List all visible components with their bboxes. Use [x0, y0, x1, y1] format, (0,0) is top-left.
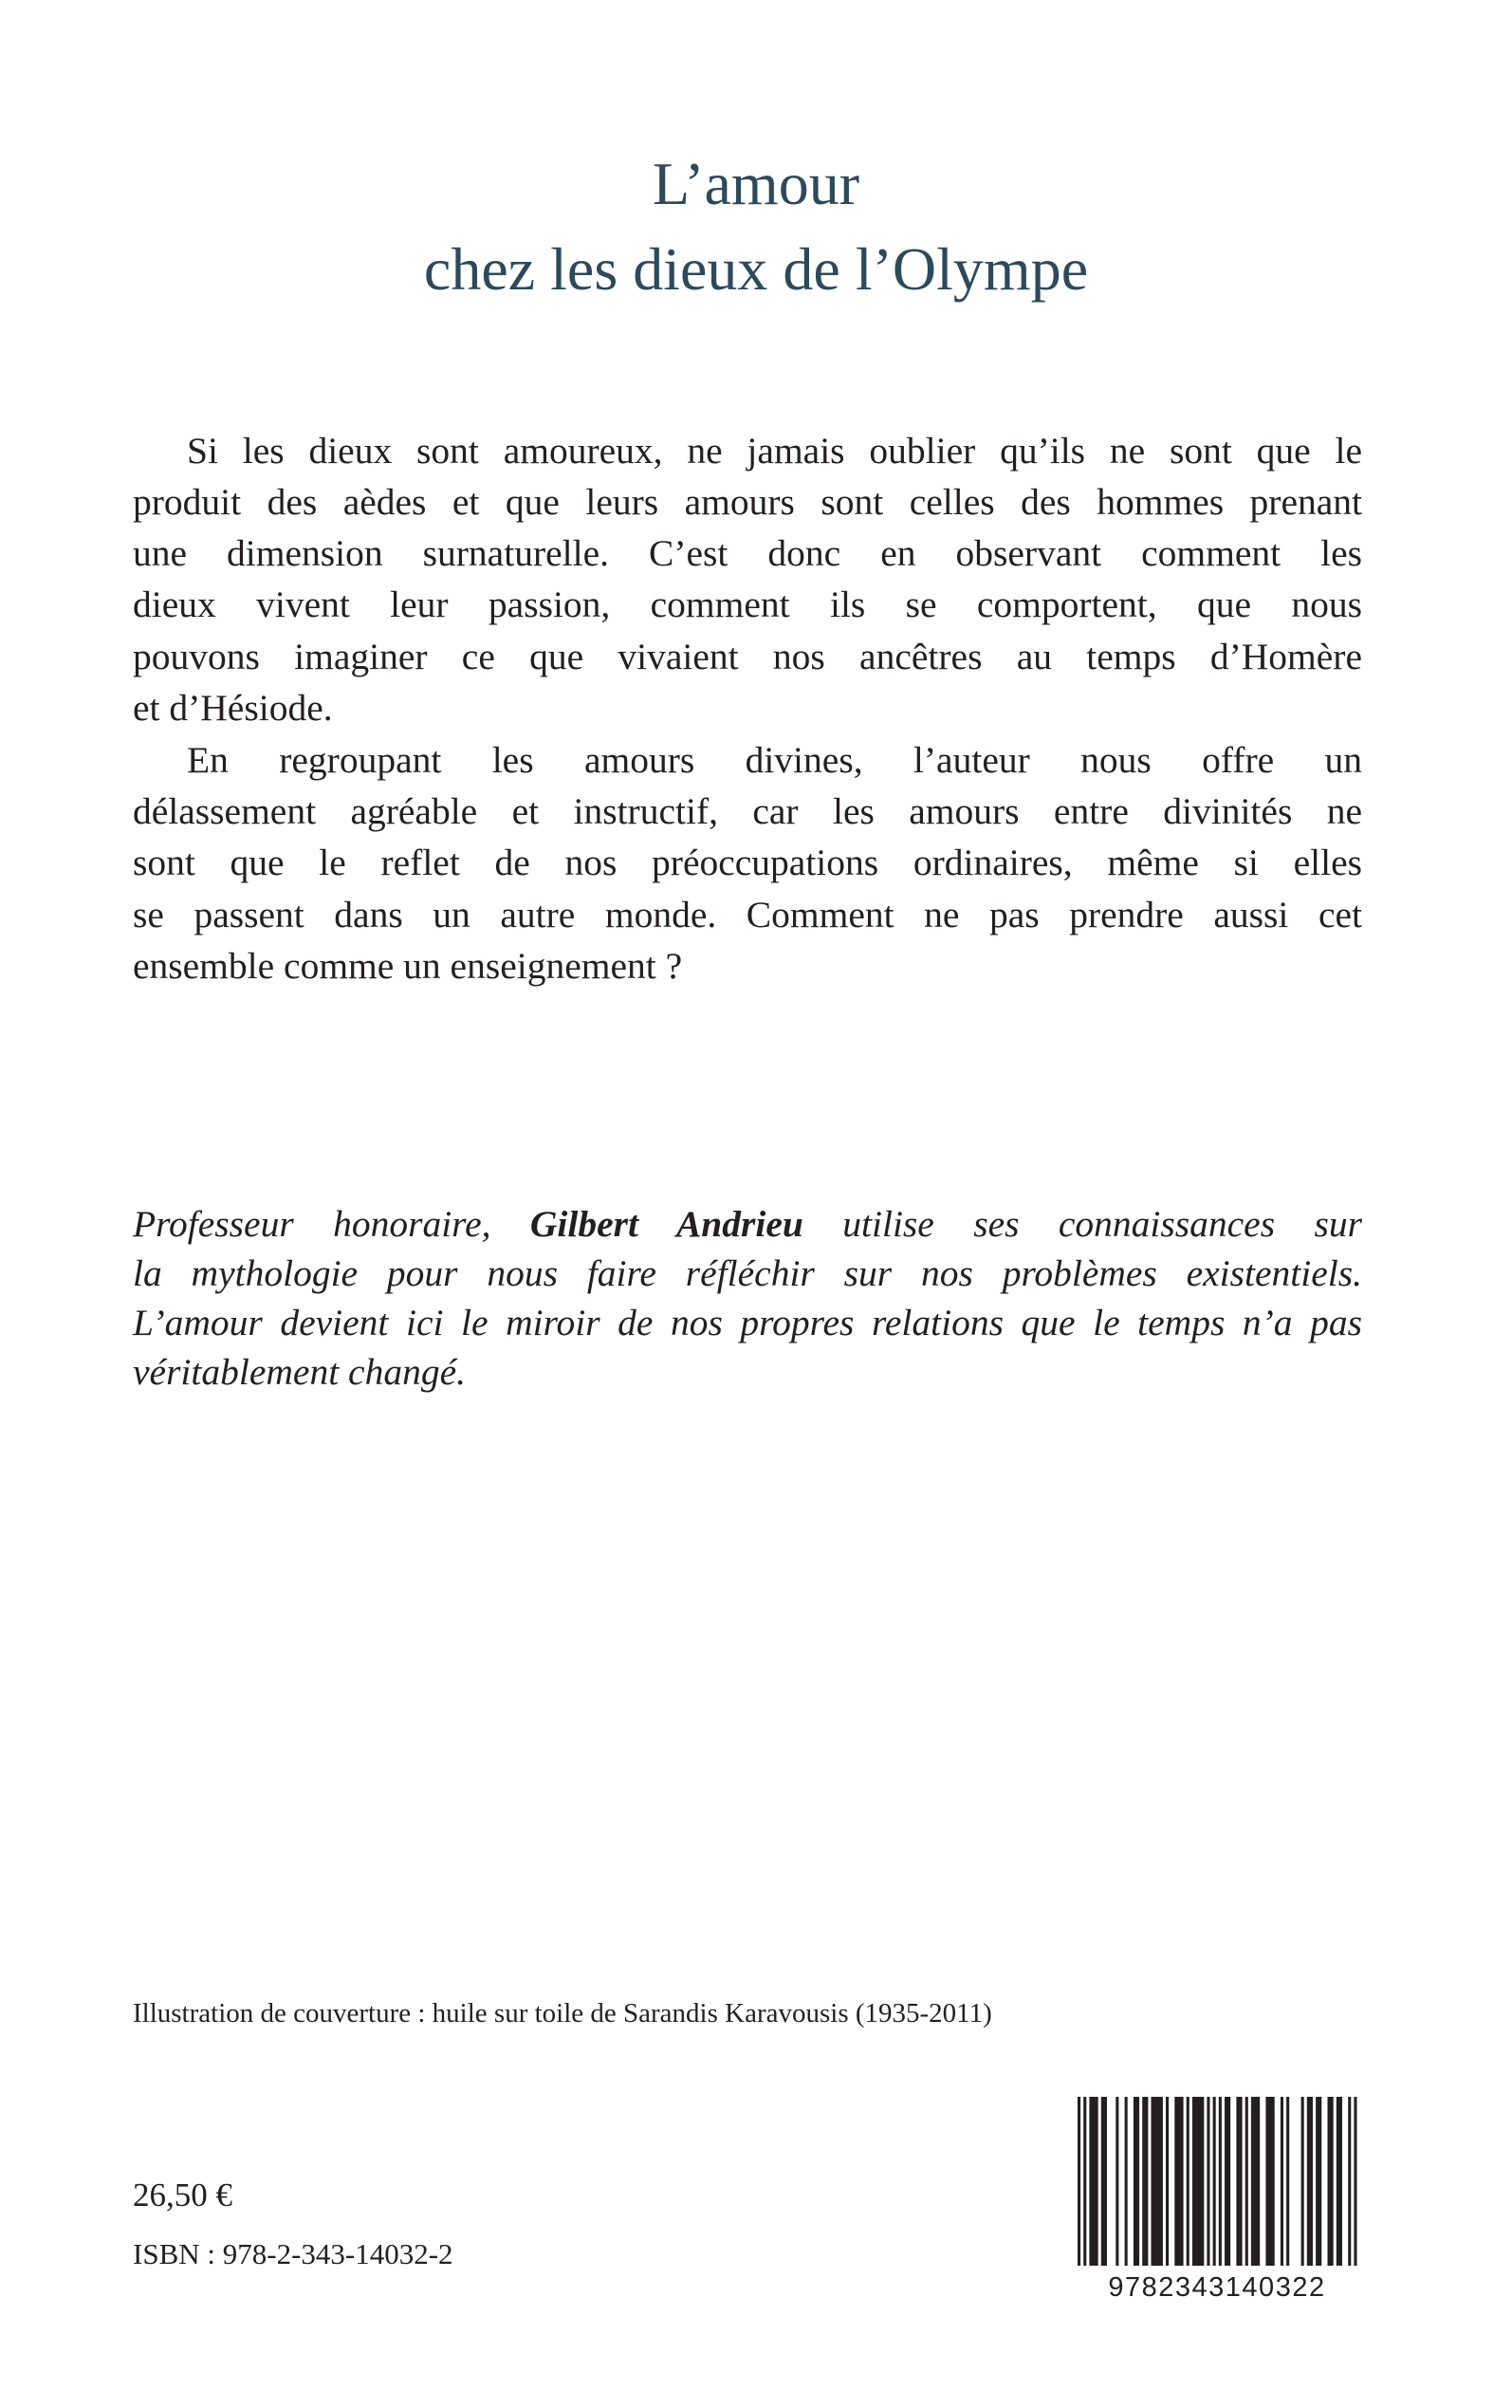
bio-line-1-rest: utilise ses connaissances sur [842, 1203, 1362, 1245]
title-line-1: L’amour [652, 150, 860, 217]
blurb-p2-line-2: délassement agréable et instructif, car les amours entre divinités ne [133, 790, 1362, 832]
barcode-bar-20 [1265, 2097, 1274, 2266]
barcode-bar-9 [1166, 2097, 1169, 2266]
barcode-bar-16 [1225, 2097, 1230, 2266]
author-bio-line-3: L’amour devient ici le miroir de nos propres relations que le temps n’a pas [133, 1302, 1362, 1343]
barcode-bar-10 [1174, 2097, 1183, 2266]
author-name: Gilbert Andrieu [529, 1203, 803, 1245]
barcode-bar-23 [1301, 2097, 1304, 2266]
barcode-bar-7 [1142, 2097, 1148, 2266]
barcode-bar-6 [1134, 2097, 1139, 2266]
barcode-bar-21 [1281, 2097, 1283, 2266]
author-bio-line-4: véritablement changé. [133, 1351, 466, 1393]
blurb-p1-line-1: Si les dieux sont amoureux, ne jamais oublier qu’ils ne sont que le [187, 430, 1362, 472]
barcode-bars [1078, 2097, 1357, 2266]
barcode-digits: 9782343140322 [1108, 2272, 1326, 2303]
blurb-p1-line-2: produit des aèdes et que leurs amours sont celles des hommes prenant [133, 481, 1362, 523]
barcode-bar-5 [1125, 2097, 1128, 2266]
barcode-bar-25 [1316, 2097, 1321, 2266]
blurb-p2-line-5: ensemble comme un enseignement ? [133, 945, 683, 987]
price: 26,50 € [133, 2176, 232, 2214]
barcode-bar-12 [1192, 2097, 1204, 2266]
barcode-bar-2 [1089, 2097, 1097, 2266]
barcode-bar-27 [1337, 2097, 1342, 2266]
barcode-bar-14 [1213, 2097, 1216, 2266]
author-bio-line-2: la mythologie pour nous faire réfléchir sur nos problèmes existentiels. [133, 1252, 1362, 1294]
barcode-bar-13 [1207, 2097, 1209, 2266]
barcode-bar-4 [1116, 2097, 1118, 2266]
barcode [1066, 2093, 1368, 2304]
blurb-p2-line-4: se passent dans un autre monde. Comment ne pas prendre aussi cet [133, 894, 1362, 935]
illustration-credit: Illustration de couverture : huile sur toile de Sarandis Karavousis (1935-2011) [133, 1998, 992, 2028]
blurb-p1-line-6: et d’Hésiode. [133, 687, 333, 729]
bio-intro: Professeur honoraire, [133, 1203, 491, 1245]
barcode-bar-3 [1101, 2097, 1107, 2266]
barcode-bar-0 [1078, 2097, 1080, 2266]
blurb-p1-line-4: dieux vivent leur passion, comment ils se comportent, que nous [133, 583, 1362, 625]
barcode-bar-1 [1083, 2097, 1086, 2266]
barcode-bar-18 [1245, 2097, 1248, 2266]
title-line-2: chez les dieux de l’Olympe [423, 235, 1089, 303]
barcode-bar-26 [1328, 2097, 1334, 2266]
blurb-p2-line-3: sont que le reflet de nos préoccupations ordinaires, même si elles [133, 842, 1362, 883]
blurb-p1-line-3: une dimension surnaturelle. C’est donc en observant comment les [133, 532, 1362, 574]
barcode-bar-8 [1152, 2097, 1163, 2266]
isbn: ISBN : 978-2-343-14032-2 [133, 2237, 453, 2270]
barcode-bar-15 [1219, 2097, 1222, 2266]
barcode-bar-19 [1251, 2097, 1260, 2266]
barcode-bar-17 [1236, 2097, 1242, 2266]
barcode-bar-22 [1286, 2097, 1289, 2266]
barcode-bar-29 [1354, 2097, 1356, 2266]
barcode-bar-24 [1307, 2097, 1313, 2266]
author-bio-line-1 [133, 1199, 1362, 1249]
barcode-bar-11 [1187, 2097, 1189, 2266]
barcode-bar-28 [1348, 2097, 1351, 2266]
blurb-p2-line-1: En regroupant les amours divines, l’auteur nous offre un [187, 739, 1362, 781]
blurb-p1-line-5: pouvons imaginer ce que vivaient nos ancêtres au temps d’Homère [133, 636, 1362, 677]
